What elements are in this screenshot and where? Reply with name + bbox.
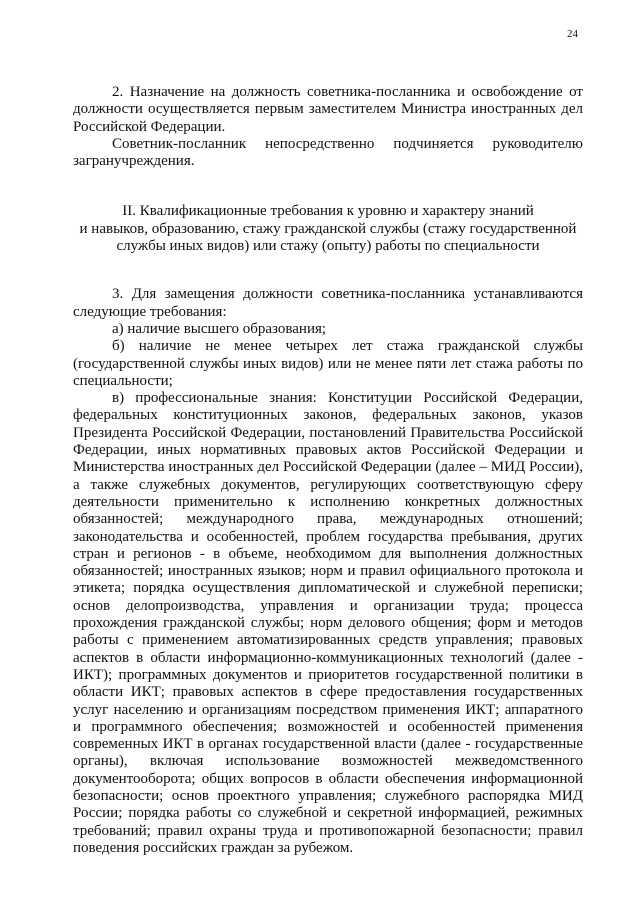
requirement-item-v: в) профессиональные знания: Конституции Российской Федерации, федеральных конституционных законов, федеральных законов, указов Президента Российской Федерации, постановлений Правительства Российской Федерации, иных нормативных правовых актов Российской Федерации и Министерства иностранных дел Российской Федерации (далее – МИД России), а также служебных документов, регулирующих соответствующую сферу деятельности применительно к исполнению конкретных должностных обязанностей; международного права, международных отношений; законодательства и особенностей, проблем государства пребывания, других стран и регионов - в объеме, необходимом для выполнения должностных обязанностей; иностранных языков; норм и правил официального протокола и этикета; порядка осуществления дипломатической и служебной переписки; основ делопроизводства, управления и организации труда; процесса прохождения гражданской службы; норм делового общения; форм и методов работы с применением автоматизированных средств управления; правовых аспектов в области информационно-коммуникационных технологий (далее - ИКТ); программных документов и приоритетов государственной политики в области ИКТ; правовых аспектов в сфере предоставления государственных услуг населению и организациям посредством применения ИКТ; аппаратного и программного обеспечения; возможностей и особенностей применения современных ИКТ в органах государственной власти (далее - государственные органы), включая использование возможностей межведомственного документооборота; общих вопросов в области обеспечения информационной безопасности; основ проектного управления; служебного распорядка МИД России; порядка работы со служебной и секретной информацией, режимных требований; правил охраны труда и противопожарной безопасности; правил поведения российских граждан за рубежом. <box>73 390 583 856</box>
requirement-item-b: б) наличие не менее четырех лет стажа гражданской службы (государственной службы иных видов) или не менее пяти лет стажа работы по специальности; <box>73 338 583 389</box>
paragraph-subordination: Советник-посланник непосредственно подчиняется руководителю загранучреждения. <box>73 135 583 170</box>
section-heading-line-3: службы иных видов) или стажу (опыту) работы по специальности <box>116 238 540 255</box>
document-body <box>73 84 583 857</box>
requirement-item-a: а) наличие высшего образования; <box>112 320 327 337</box>
section-heading-line-2: и навыков, образованию, стажу гражданской службы (стажу государственной <box>79 220 577 237</box>
paragraph-appointment: 2. Назначение на должность советника-посланника и освобождение от должности осуществляется первым заместителем Министра иностранных дел Российской Федерации. <box>73 84 583 135</box>
section-heading <box>73 203 583 255</box>
requirements-intro: 3. Для замещения должности советника-посланника устанавливаются следующие требования: <box>73 286 583 320</box>
page-number: 24 <box>567 28 578 40</box>
section-heading-line-1: II. Квалификационные требования к уровню и характеру знаний <box>122 203 534 220</box>
